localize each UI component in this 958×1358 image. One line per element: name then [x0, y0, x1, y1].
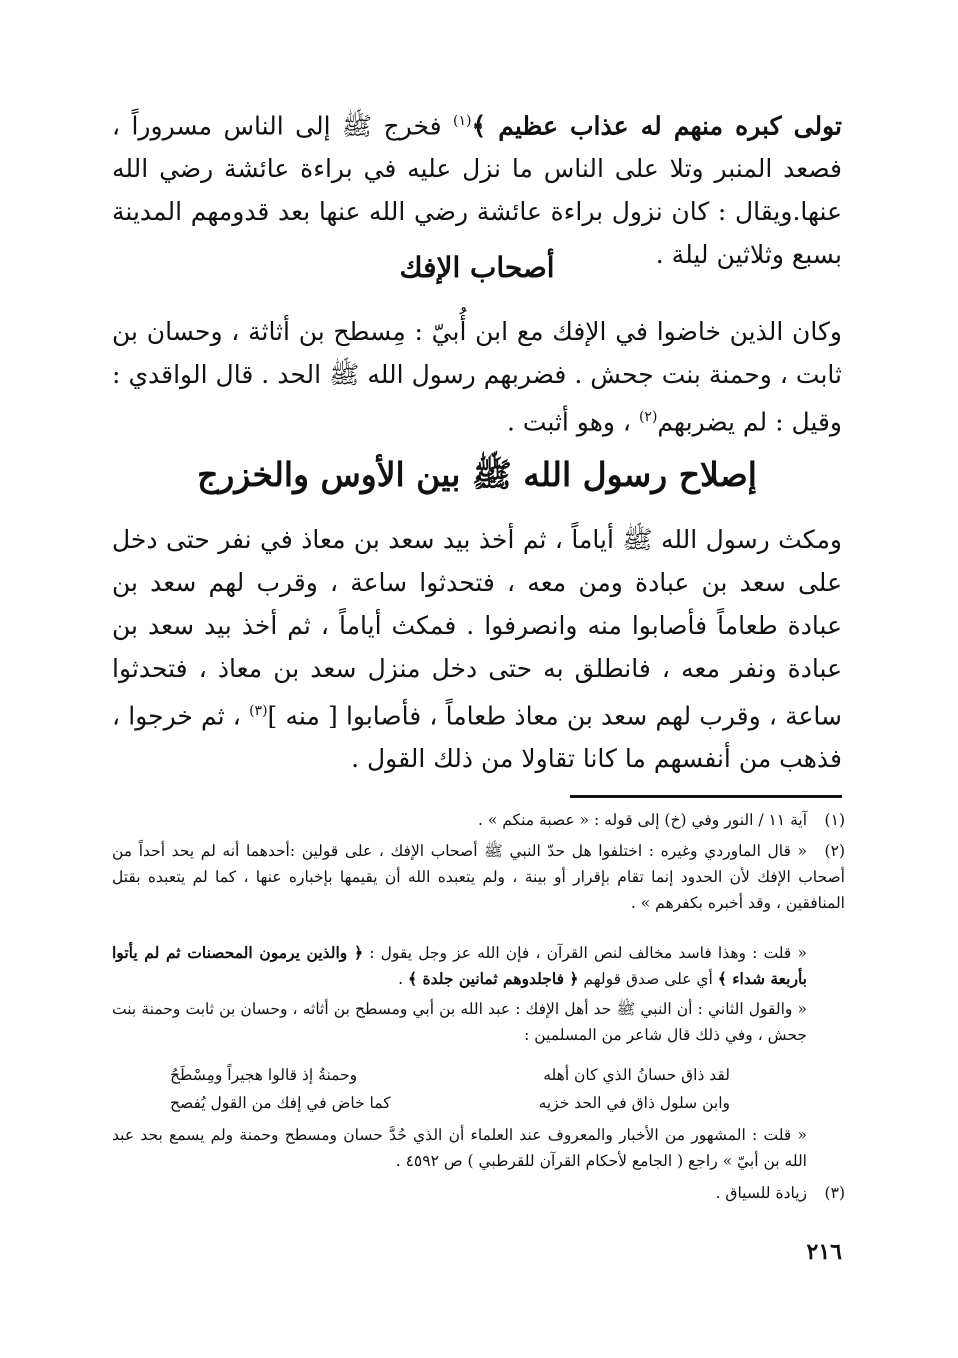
poem-hemistich: كما خاض في إفك من القول يُفصح	[170, 1094, 391, 1112]
poem-hemistich: لقد ذاق حسانُ الذي كان أهله	[543, 1066, 730, 1084]
comment-text: « قلت : المشهور من الأخبار والمعروف عند العلماء أن الذي حُدَّ حسان ومسطح وحمنة ولم يسمع بحد عبد الله بن أبيّ » راجع ( الجامع لأحكام القرآن للقرطبي ) ص ٤٥٩٢ .	[112, 1126, 807, 1170]
footnote-number: (١)	[824, 811, 845, 829]
footnote-ref-2[interactable]: (٢)	[638, 409, 658, 425]
paragraph-tail: ، ثم خرجوا ، فذهب من أنفسهم ما كانا تقاولا من ذلك القول .	[112, 701, 842, 774]
footnote-2	[112, 838, 845, 916]
footnote-text: زيادة للسياق .	[715, 1184, 807, 1202]
footnote-3	[112, 1180, 845, 1206]
poem-verse-2	[170, 1090, 730, 1116]
quran-verse: ﴿ والذين يرمون المحصنات ثم لم يأتوا بأربعة شداء ﴾	[112, 943, 807, 988]
footnote-2-comment-1	[112, 940, 845, 992]
footnote-2-second-opinion	[112, 996, 845, 1048]
footnote-ref-3[interactable]: (٣)	[249, 703, 268, 719]
page-number: ٢١٦	[806, 1239, 842, 1265]
section-heading-ifk: أصحاب الإفك	[399, 251, 555, 284]
footnote-text: آية ١١ / النور وفي (خ) إلى قوله : « عصبة منكم » .	[477, 811, 807, 829]
poem-verse-1	[170, 1062, 730, 1088]
paragraph-text: ومكث رسول الله ﷺ أياماً ، ثم أخذ بيد سعد بن معاذ في نفر حتى دخل على سعد بن عبادة ومن معه ، فتحدثوا ساعة ، وقرب لهم سعد بن عبادة طعاماً فأصابوا منه وانصرفوا . فمكث أياماً ، ثم أخذ بيد سعد بن عبادة ونفر معه ، فانطلق به حتى دخل منزل سعد بن معاذ ، فتحدثوا ساعة ، وقرب لهم سعد بن معاذ طعاماً ، فأصابوا [ منه ]	[112, 525, 842, 731]
footnote-ref-1[interactable]: (١)	[452, 113, 472, 129]
paragraph-text: وكان الذين خاضوا في الإفك مع ابن أُبيّ : مِسطح بن أثاثة ، وحسان بن ثابت ، وحمنة بنت جحش . فضربهم رسول الله ﷺ الحد . قال الواقدي : وقيل : لم يضربهم	[112, 317, 842, 437]
ifk-paragraph	[112, 310, 842, 443]
paragraph-tail: ، وهو أثبت .	[506, 407, 639, 437]
poem-hemistich: وابن سلول ذاق في الحد خزيه	[538, 1094, 730, 1112]
footnote-1	[112, 807, 845, 833]
comment-text: « قلت : وهذا فاسد مخالف لنص القرآن ، فإن الله عز وجل يقول :	[363, 944, 807, 962]
reconciliation-paragraph	[112, 518, 842, 780]
footnote-number: (٣)	[824, 1184, 845, 1202]
comment-text: « والقول الثاني : أن النبي ﷺ حد أهل الإفك : عبد الله بن أبي ومسطح بن أثاثه ، وحسان بن ثابت وحمنة بنت جحش ، وفي ذلك قال شاعر من المسلمين :	[112, 1000, 807, 1044]
comment-text: أي على صدق قولهم	[578, 970, 718, 988]
footnote-text: « قال الماوردي وغيره : اختلفوا هل حدّ النبي ﷺ أصحاب الإفك ، على قولين :أحدهما أنه لم يحد أحداً من أصحاب الإفك لأن الحدود إنما تقام بإقرار أو بينة ، ولم يتعبده الله أن يقيمها بإخباره عنها ، كما لم يتعبده بقتل المنافقين ، وقد أخبره بكفرهم » .	[112, 842, 845, 912]
footnote-separator	[570, 795, 842, 798]
footnote-number: (٢)	[824, 842, 845, 860]
footnote-2-comment-2	[112, 1122, 845, 1174]
paragraph-text: فخرج ﷺ إلى الناس مسروراً ، فصعد المنبر وتلا على الناس ما نزل عليه في براءة عائشة رضي الله عنها.ويقال : كان نزول براءة عائشة رضي الله عنها بعد قدومهم المدينة بسبع وثلاثين ليلة .	[112, 111, 842, 270]
section-heading-reconciliation: إصلاح رسول الله ﷺ بين الأوس والخزرج	[197, 455, 757, 494]
poem-hemistich: وحمنةُ إذ قالوا هجيراً ومِسْطَحُ	[170, 1066, 358, 1084]
quran-verse: ﴿ فاجلدوهم ثمانين جلدة ﴾	[408, 969, 579, 988]
comment-text: .	[398, 970, 409, 988]
quran-quote: تولى كبره منهم له عذاب عظيم ﴾	[471, 111, 842, 141]
